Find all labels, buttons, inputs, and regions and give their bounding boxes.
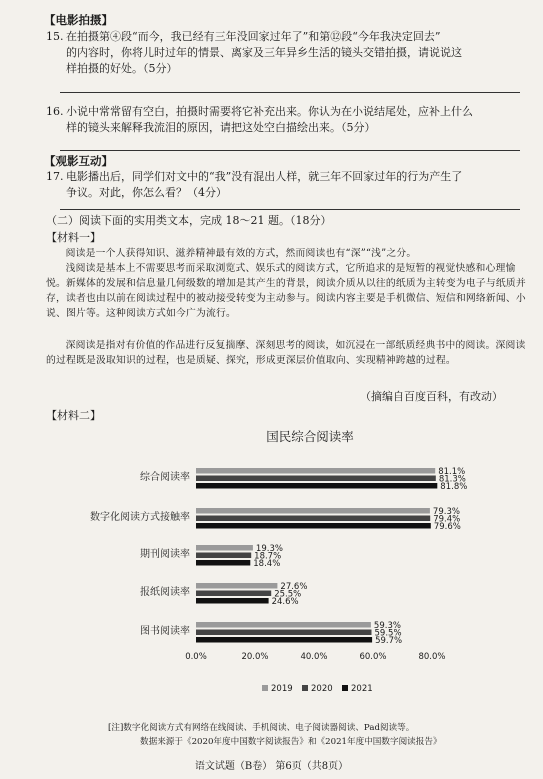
legend-swatch bbox=[262, 685, 268, 691]
category-label: 报纸阅读率 bbox=[140, 587, 190, 598]
category-label: 综合阅读率 bbox=[140, 472, 190, 483]
question-line: 小说中常常留有空白，拍摄时需要将它补充出来。你认为在小说结尾处，应补上什么 bbox=[66, 105, 473, 118]
data-label: 81.3% bbox=[438, 474, 466, 485]
part2-intro: （二）阅读下面的实用类文本，完成 18～21 题。（18分） bbox=[46, 214, 332, 227]
section-heading-movie-shoot: 【电影拍摄】 bbox=[44, 13, 113, 27]
bar-2020 bbox=[196, 476, 436, 482]
section-heading-interaction: 【观影互动】 bbox=[44, 154, 113, 168]
x-tick-label: 60.0% bbox=[359, 652, 387, 662]
legend-swatch bbox=[342, 685, 348, 691]
data-label: 59.3% bbox=[373, 621, 401, 631]
answer-line bbox=[60, 92, 520, 93]
question-number: 16. bbox=[46, 105, 64, 118]
data-label: 27.6% bbox=[280, 582, 308, 592]
bar-2020 bbox=[196, 591, 271, 597]
data-label: 59.7% bbox=[375, 636, 403, 646]
data-label: 25.5% bbox=[274, 589, 302, 600]
x-tick-label: 40.0% bbox=[300, 652, 328, 662]
category-label: 期刊阅读率 bbox=[140, 549, 190, 560]
bar-2019 bbox=[196, 545, 253, 551]
question-number: 17. bbox=[46, 170, 64, 183]
data-label: 18.7% bbox=[254, 551, 282, 562]
page-footer: 语文试题（B卷） 第6页（共8页） bbox=[194, 761, 349, 772]
question-15 bbox=[46, 29, 536, 77]
bar-2021 bbox=[196, 637, 372, 643]
data-label: 79.6% bbox=[433, 522, 461, 532]
data-label: 59.5% bbox=[374, 628, 402, 639]
data-label: 18.4% bbox=[253, 559, 281, 569]
chart-title: 国民综合阅读率 bbox=[266, 429, 354, 444]
category-label: 数字化阅读方式接触率 bbox=[90, 512, 190, 523]
bar-2021 bbox=[196, 560, 250, 566]
material2-label: 【材料二】 bbox=[46, 409, 101, 422]
bar-2020 bbox=[196, 516, 430, 522]
bar-2020 bbox=[196, 553, 251, 559]
material1-label: 【材料一】 bbox=[46, 231, 101, 244]
x-tick-label: 80.0% bbox=[418, 652, 446, 662]
bar-2021 bbox=[196, 523, 431, 529]
bar-2019 bbox=[196, 508, 430, 514]
data-label: 79.4% bbox=[433, 514, 461, 525]
question-line: 在拍摄第④段“而今，我已经有三年没回家过年了”和第⑫段“今年我决定回去” bbox=[66, 30, 441, 43]
question-line: 电影播出后，同学们对文中的“我”没有混出人样，就三年不回家过年的行为产生了 bbox=[66, 170, 463, 183]
data-label: 81.8% bbox=[440, 482, 468, 492]
data-source-note: 数据来源于《2020年度中国数字阅读报告》和《2021年度中国数字阅读报告》 bbox=[140, 737, 442, 747]
answer-line bbox=[60, 209, 520, 210]
question-line: 样的镜头来解释我流泪的原因，请把这处空白描绘出来。（5分） bbox=[66, 121, 376, 134]
material1-paragraph-1: 阅读是一个人获得知识、滋养精神最有效的方式，然而阅读也有“深”“浅”之分。 bbox=[65, 248, 417, 259]
legend-label: 2019 bbox=[271, 684, 293, 694]
question-line: 争议。对此，你怎么看？（4分） bbox=[66, 186, 227, 199]
data-label: 24.6% bbox=[271, 597, 299, 607]
question-line: 的内容时，你将儿时过年的情景、离家及三年异乡生活的镜头交错拍摄，请说说这 bbox=[66, 46, 462, 59]
legend-label: 2020 bbox=[311, 684, 333, 694]
source-citation: （摘编自百度百科，有改动） bbox=[360, 390, 503, 403]
reading-rate-chart bbox=[0, 425, 543, 715]
material1-paragraph-2: 浅阅读是基本上不需要思考而采取浏览式、娱乐式的阅读方式，它所追求的是短暂的视觉快感和心理愉悦。新媒体的发展和信息量几何级数的增加是其产生的背景，阅读介质从以往的纸质为主转变为电子与纸质并存，读者也由以前在阅读过程中的被动接受转变为主动参与。阅读内容主要是手机微信、短信和网络新闻、小说、图片等。这种阅读方式如今广为流行。 bbox=[46, 263, 526, 319]
bar-2021 bbox=[196, 483, 437, 489]
data-label: 81.1% bbox=[438, 467, 466, 477]
category-label: 图书阅读率 bbox=[140, 626, 190, 637]
question-line: 样拍摄的好处。（5分） bbox=[66, 62, 178, 75]
x-tick-label: 20.0% bbox=[241, 652, 269, 662]
data-label: 19.3% bbox=[255, 544, 283, 554]
bar-2019 bbox=[196, 468, 435, 474]
bar-2020 bbox=[196, 630, 372, 636]
question-16 bbox=[46, 104, 536, 136]
material1-paragraph-3: 深阅读是指对有价值的作品进行反复揣摩、深刻思考的阅读，如沉浸在一部纸质经典书中的阅读。深阅读的过程既是汲取知识的过程，也是质疑、探究，形成更深层价值取向、实现精神跨越的过程。 bbox=[46, 340, 526, 366]
x-tick-label: 0.0% bbox=[185, 652, 207, 662]
legend-swatch bbox=[302, 685, 308, 691]
bar-2019 bbox=[196, 583, 277, 589]
question-number: 15. bbox=[46, 30, 64, 43]
answer-line bbox=[60, 150, 520, 151]
chart-note: [注]数字化阅读方式有网络在线阅读、手机阅读、电子阅读器阅读、Pad阅读等。 bbox=[108, 723, 415, 733]
question-17 bbox=[46, 169, 536, 201]
bar-2019 bbox=[196, 622, 371, 628]
legend-label: 2021 bbox=[351, 684, 373, 694]
data-label: 79.3% bbox=[432, 507, 460, 517]
bar-2021 bbox=[196, 598, 269, 604]
